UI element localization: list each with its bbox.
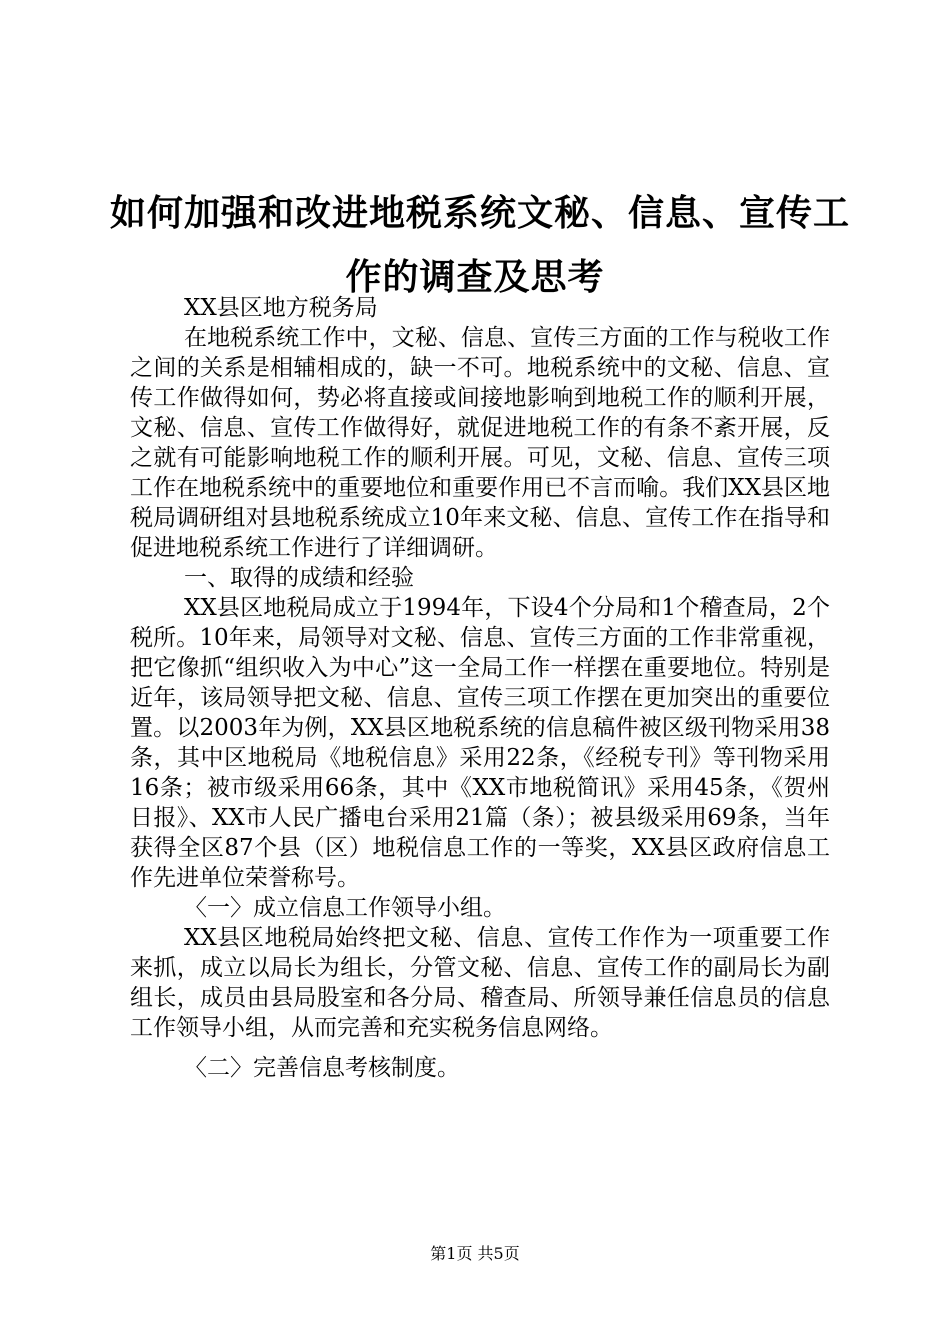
- title-line-1: 如何加强和改进地税系统文秘、信息、宣传工: [110, 193, 851, 234]
- subsection-heading-1: 〈一〉成立信息工作领导小组。: [184, 895, 506, 921]
- intro-paragraph: 在地税系统工作中，文秘、信息、宣传三方面的工作与税收工作之间的关系是相辅相成的，缺一不可。地税系统中的文秘、信息、宣传工作做得如何，势必将直接或间接地影响到地税工作的顺利开展，文秘、信息、宣传工作做得好，就促进地税工作的有条不紊开展，反之就有可能影响地税工作的顺利开展。可见，文秘、信息、宣传三项工作在地税系统中的重要地位和重要作用已不言而喻。我们XX县区地税局调研组对县地税系统成立10年来文秘、信息、宣传工作在指导和促进地税系统工作进行了详细调研。: [130, 325, 830, 561]
- leadership-paragraph: XX县区地税局始终把文秘、信息、宣传工作作为一项重要工作来抓，成立以局长为组长，分管文秘、信息、宣传工作的副局长为副组长，成员由县局股室和各分局、稽查局、所领导兼任信息员的信息工作领导小组，从而完善和充实税务信息网络。: [130, 925, 830, 1041]
- achievements-paragraph: XX县区地税局成立于1994年，下设4个分局和1个稽查局，2个税所。10年来，局领导对文秘、信息、宣传三方面的工作非常重视，把它像抓“组织收入为中心”这一全局工作一样摆在重要地位。特别是近年，该局领导把文秘、信息、宣传三项工作摆在更加突出的重要位置。以2003年为例，XX县区地税系统的信息稿件被区级刊物采用38条，其中区地税局《地税信息》采用22条，《经税专刊》等刊物采用16条；被市级采用66条，其中《XX市地税简讯》采用45条，《贺州日报》、XX市人民广播电台采用21篇（条）；被县级采用69条，当年获得全区87个县（区）地税信息工作的一等奖，XX县区政府信息工作先进单位荣誉称号。: [130, 595, 830, 891]
- section-heading: 一、取得的成绩和经验: [184, 565, 414, 591]
- page-footer: 第1页 共5页: [430, 1244, 520, 1263]
- subsection-heading-2: 〈二〉完善信息考核制度。: [184, 1055, 460, 1081]
- page-title: [110, 182, 851, 310]
- document-body: [130, 293, 830, 1083]
- paragraph-spacer: [130, 1043, 830, 1053]
- author-line: XX县区地方税务局: [184, 295, 378, 321]
- title-line-2: 作的调查及思考: [345, 257, 605, 298]
